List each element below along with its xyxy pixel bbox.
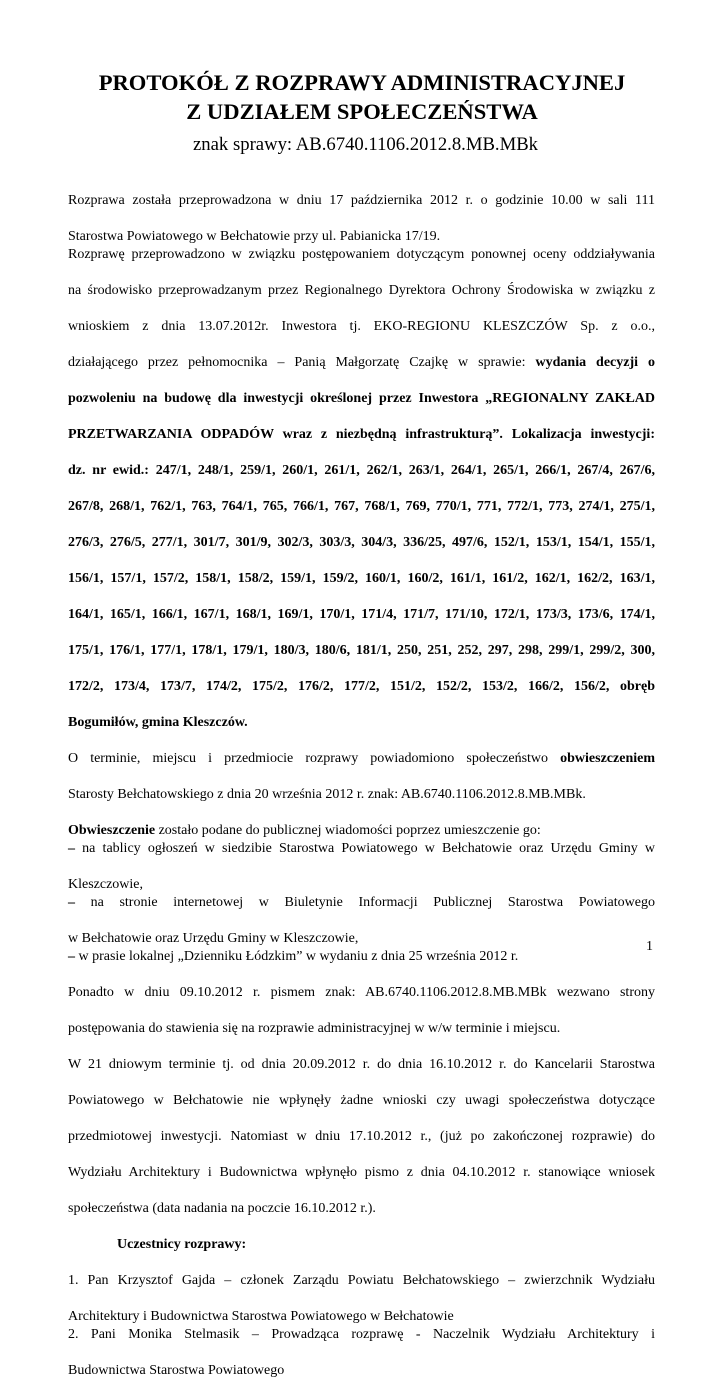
text-normal: na stronie internetowej w Biuletynie Informacji Publicznej Starostwa Powiatowego xyxy=(75,895,655,910)
text-line: przedmiotowej inwestycji. Natomiast w dniu 17.10.2012 r., (już po zakończonej rozprawie) do xyxy=(68,1129,655,1144)
participant-line: 2. Pani Monika Stelmasik – Prowadząca rozprawę - Naczelnik Wydziału Architektury i xyxy=(68,1327,655,1342)
text-normal: O terminie, miejscu i przedmiocie rozprawy powiadomiono społeczeństwo xyxy=(68,751,561,766)
text-line: postępowania do stawienia się na rozprawie administracyjnej w w/w terminie i miejscu. xyxy=(68,1021,561,1036)
text-line: wnioskiem z dnia 13.07.2012r. Inwestora tj. EKO-REGIONU KLESZCZÓW Sp. z o.o., xyxy=(68,319,655,334)
text-normal: działającego przez pełnomocnika – Panią Małgorzatę Czajkę w sprawie: xyxy=(68,355,536,370)
participants-heading: Uczestnicy rozprawy: xyxy=(117,1237,247,1252)
paragraph-notification xyxy=(68,750,655,804)
text-line xyxy=(68,822,655,840)
case-number: znak sprawy: AB.6740.1106.2012.8.MB.MBk xyxy=(193,134,539,155)
text-normal: zostało podane do publicznej wiadomości poprzez umieszczenie go: xyxy=(155,823,541,838)
text-bold: wydania decyzji o xyxy=(535,355,655,370)
text-bold: Obwieszczenie xyxy=(68,823,156,838)
text-line: na środowisko przeprowadzanym przez Regionalnego Dyrektora Ochrony Środowiska w związku z xyxy=(68,283,655,298)
list-item xyxy=(68,894,655,930)
text-line-bold: Bogumiłów, gmina Kleszczów. xyxy=(68,715,248,730)
text-line-bold: dz. nr ewid.: 247/1, 248/1, 259/1, 260/1, 261/1, 262/1, 263/1, 264/1, 265/1, 266/1, 267/4, 267/6, xyxy=(68,463,655,478)
text-normal: na tablicy ogłoszeń w siedzibie Starostwa Powiatowego w Bełchatowie oraz Urzędu Gminy w xyxy=(75,841,655,856)
paragraph-announcement xyxy=(68,822,655,966)
text-line-bold: 175/1, 176/1, 177/1, 178/1, 179/1, 180/3, 180/6, 181/1, 250, 251, 252, 297, 298, 299/1, 299/2, 300, xyxy=(68,643,655,658)
text-line: W 21 dniowym terminie tj. od dnia 20.09.2012 r. do dnia 16.10.2012 r. do Kancelarii Starostwa xyxy=(68,1057,655,1072)
participant-line: 1. Pan Krzysztof Gajda – członek Zarządu Powiatu Bełchatowskiego – zwierzchnik Wydziału xyxy=(68,1273,655,1288)
text-line-bold: PRZETWARZANIA ODPADÓW wraz z niezbędną infrastrukturą”. Lokalizacja inwestycji: xyxy=(68,427,655,442)
participant-line: Budownictwa Starostwa Powiatowego xyxy=(68,1363,285,1378)
text-bold: obwieszczeniem xyxy=(560,751,655,766)
text-line-bold: 156/1, 157/1, 157/2, 158/1, 158/2, 159/1, 159/2, 160/1, 160/2, 161/1, 161/2, 162/1, 162/2, 163/1, xyxy=(68,571,655,586)
text-line: w Bełchatowie oraz Urzędu Gminy w Kleszczowie, xyxy=(68,931,359,946)
list-item xyxy=(68,948,655,966)
title-line-1: PROTOKÓŁ Z ROZPRAWY ADMINISTRACYJNEJ xyxy=(98,70,626,95)
text-line-bold: 276/3, 276/5, 277/1, 301/7, 301/9, 302/3, 303/3, 304/3, 336/25, 497/6, 152/1, 153/1, 154/1, 155/1, xyxy=(68,535,655,550)
text-line: Starosty Bełchatowskiego z dnia 20 września 2012 r. znak: AB.6740.1106.2012.8.MB.MBk. xyxy=(68,787,586,802)
text-line: Ponadto w dniu 09.10.2012 r. pismem znak: AB.6740.1106.2012.8.MB.MBk wezwano strony xyxy=(68,985,655,1000)
text-line-bold: 172/2, 173/4, 173/7, 174/2, 175/2, 176/2, 177/2, 151/2, 152/2, 153/2, 166/2, 156/2, obręb xyxy=(68,679,655,694)
text-line: Wydziału Architektury i Budownictwa wpłynęło pismo z dnia 04.10.2012 r. stanowiące wniosek xyxy=(68,1165,655,1180)
text-line xyxy=(68,750,655,786)
participant-line: Architektury i Budownictwa Starostwa Powiatowego w Bełchatowie xyxy=(68,1309,454,1324)
text-line: Starostwa Powiatowego w Bełchatowie przy ul. Pabianicka 17/19. xyxy=(68,229,441,244)
text-line: społeczeństwa (data nadania na poczcie 16.10.2012 r.). xyxy=(68,1201,376,1216)
document-title xyxy=(40,68,684,126)
text-line-bold: pozwoleniu na budowę dla inwestycji określonej przez Inwestora „REGIONALNY ZAKŁAD xyxy=(68,391,655,406)
text-line: Rozprawę przeprowadzono w związku postępowaniem dotyczącym ponownej oceny oddziaływania xyxy=(68,247,655,262)
dash-bullet: – xyxy=(68,949,75,964)
list-item xyxy=(68,840,655,876)
text-line xyxy=(68,354,655,390)
text-line: Powiatowego w Bełchatowie nie wpłynęły żadne wnioski czy uwagi społeczeństwa dotyczące xyxy=(68,1093,655,1108)
paragraph-comments-period xyxy=(68,1056,655,1218)
dash-bullet: – xyxy=(68,895,75,910)
text-line-bold: 267/8, 268/1, 762/1, 763, 764/1, 765, 766/1, 767, 768/1, 769, 770/1, 771, 772/1, 773, 274/1, 275/1, xyxy=(68,499,655,514)
text-normal: w prasie lokalnej „Dzienniku Łódzkim” w wydaniu z dnia 25 września 2012 r. xyxy=(75,949,519,964)
document-body xyxy=(68,192,655,1380)
text-line-bold: 164/1, 165/1, 166/1, 167/1, 168/1, 169/1, 170/1, 171/4, 171/7, 171/10, 172/1, 173/3, 173/6, 174/1, xyxy=(68,607,655,622)
paragraph-summons xyxy=(68,984,655,1038)
page-number: 1 xyxy=(646,939,653,954)
text-line: Kleszczowie, xyxy=(68,877,144,892)
paragraph-proceedings xyxy=(68,246,655,732)
dash-bullet: – xyxy=(68,841,75,856)
participants-list xyxy=(68,1272,655,1380)
text-line: Rozprawa została przeprowadzona w dniu 17 października 2012 r. o godzinie 10.00 w sali 111 xyxy=(68,193,655,208)
paragraph-hearing-info xyxy=(68,192,655,246)
title-line-2: Z UDZIAŁEM SPOŁECZEŃSTWA xyxy=(186,99,538,124)
